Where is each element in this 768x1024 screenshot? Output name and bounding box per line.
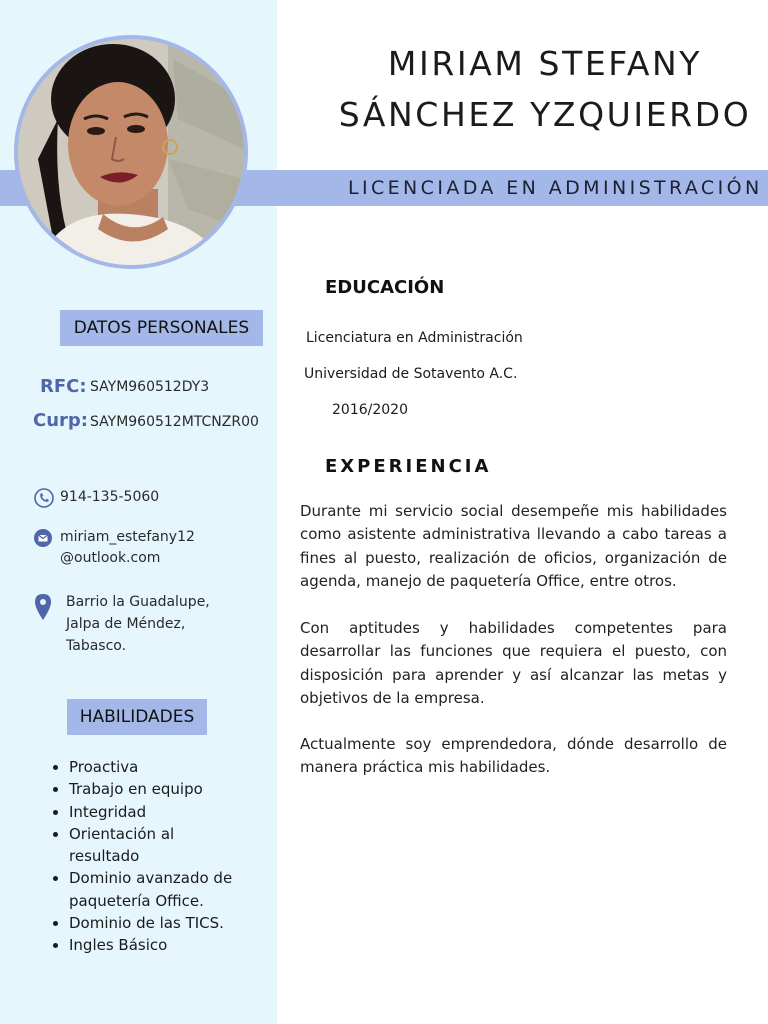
email-line-2: @outlook.com [60, 550, 161, 566]
profile-photo-illustration [18, 39, 244, 265]
list-item: • Proactiva [69, 756, 269, 778]
education-school: Universidad de Sotavento A.C. [304, 366, 518, 382]
list-item: • Integridad [69, 801, 269, 823]
full-name [300, 38, 768, 140]
envelope-icon [34, 529, 52, 551]
list-item: • Trabajo en equipo [69, 778, 269, 800]
education-years: 2016/2020 [332, 402, 408, 418]
rfc-label: RFC: [40, 376, 87, 397]
curp-label: Curp: [33, 410, 88, 431]
address-line-2: Jalpa de Méndez, [66, 616, 186, 632]
list-item: • Dominio avanzado de paquetería Office. [69, 867, 249, 912]
list-item: • Dominio de las TICS. [69, 912, 269, 934]
list-item: • Ingles Básico [69, 934, 269, 956]
list-item: • Orientación al resultado [69, 823, 219, 868]
phone-icon [34, 488, 54, 512]
skills-heading: HABILIDADES [67, 699, 207, 735]
experience-heading: EXPERIENCIA [325, 456, 492, 477]
rfc-value: SAYM960512DY3 [90, 379, 210, 395]
education-degree: Licenciatura en Administración [306, 330, 523, 346]
experience-paragraph: Actualmente soy emprendedora, dónde desarrollo de manera práctica mis habilidades. [300, 735, 727, 777]
education-heading: EDUCACIÓN [325, 277, 445, 298]
profile-photo [14, 35, 248, 269]
name-line-2: SÁNCHEZ YZQUIERDO [338, 95, 752, 134]
experience-paragraph: Durante mi servicio social desempeñe mis habilidades como asistente administrativa llevando a cabo tareas a fines al puesto, realización de oficios, organización de agenda, manejo de paquetería Office, entre otros. [300, 502, 727, 590]
name-line-1: MIRIAM STEFANY [387, 44, 703, 83]
email-line-1: miriam_estefany12 [60, 529, 195, 545]
phone-number: 914-135-5060 [60, 489, 160, 505]
location-pin-icon [35, 594, 51, 624]
skills-list [50, 756, 269, 957]
experience-paragraph: Con aptitudes y habilidades competentes para desarrollar las funciones que requiera el puesto, con disposición para aprender y así alcanzar las metas y objetivos de la empresa. [300, 619, 727, 707]
email-address [60, 527, 195, 569]
address-line-3: Tabasco. [66, 638, 127, 654]
address-line-1: Barrio la Guadalupe, [66, 594, 210, 610]
curp-value: SAYM960512MTCNZR00 [90, 414, 259, 430]
profession-title: LICENCIADA EN ADMINISTRACIÓN [348, 177, 763, 199]
address [66, 591, 210, 657]
personal-data-heading: DATOS PERSONALES [60, 310, 263, 346]
